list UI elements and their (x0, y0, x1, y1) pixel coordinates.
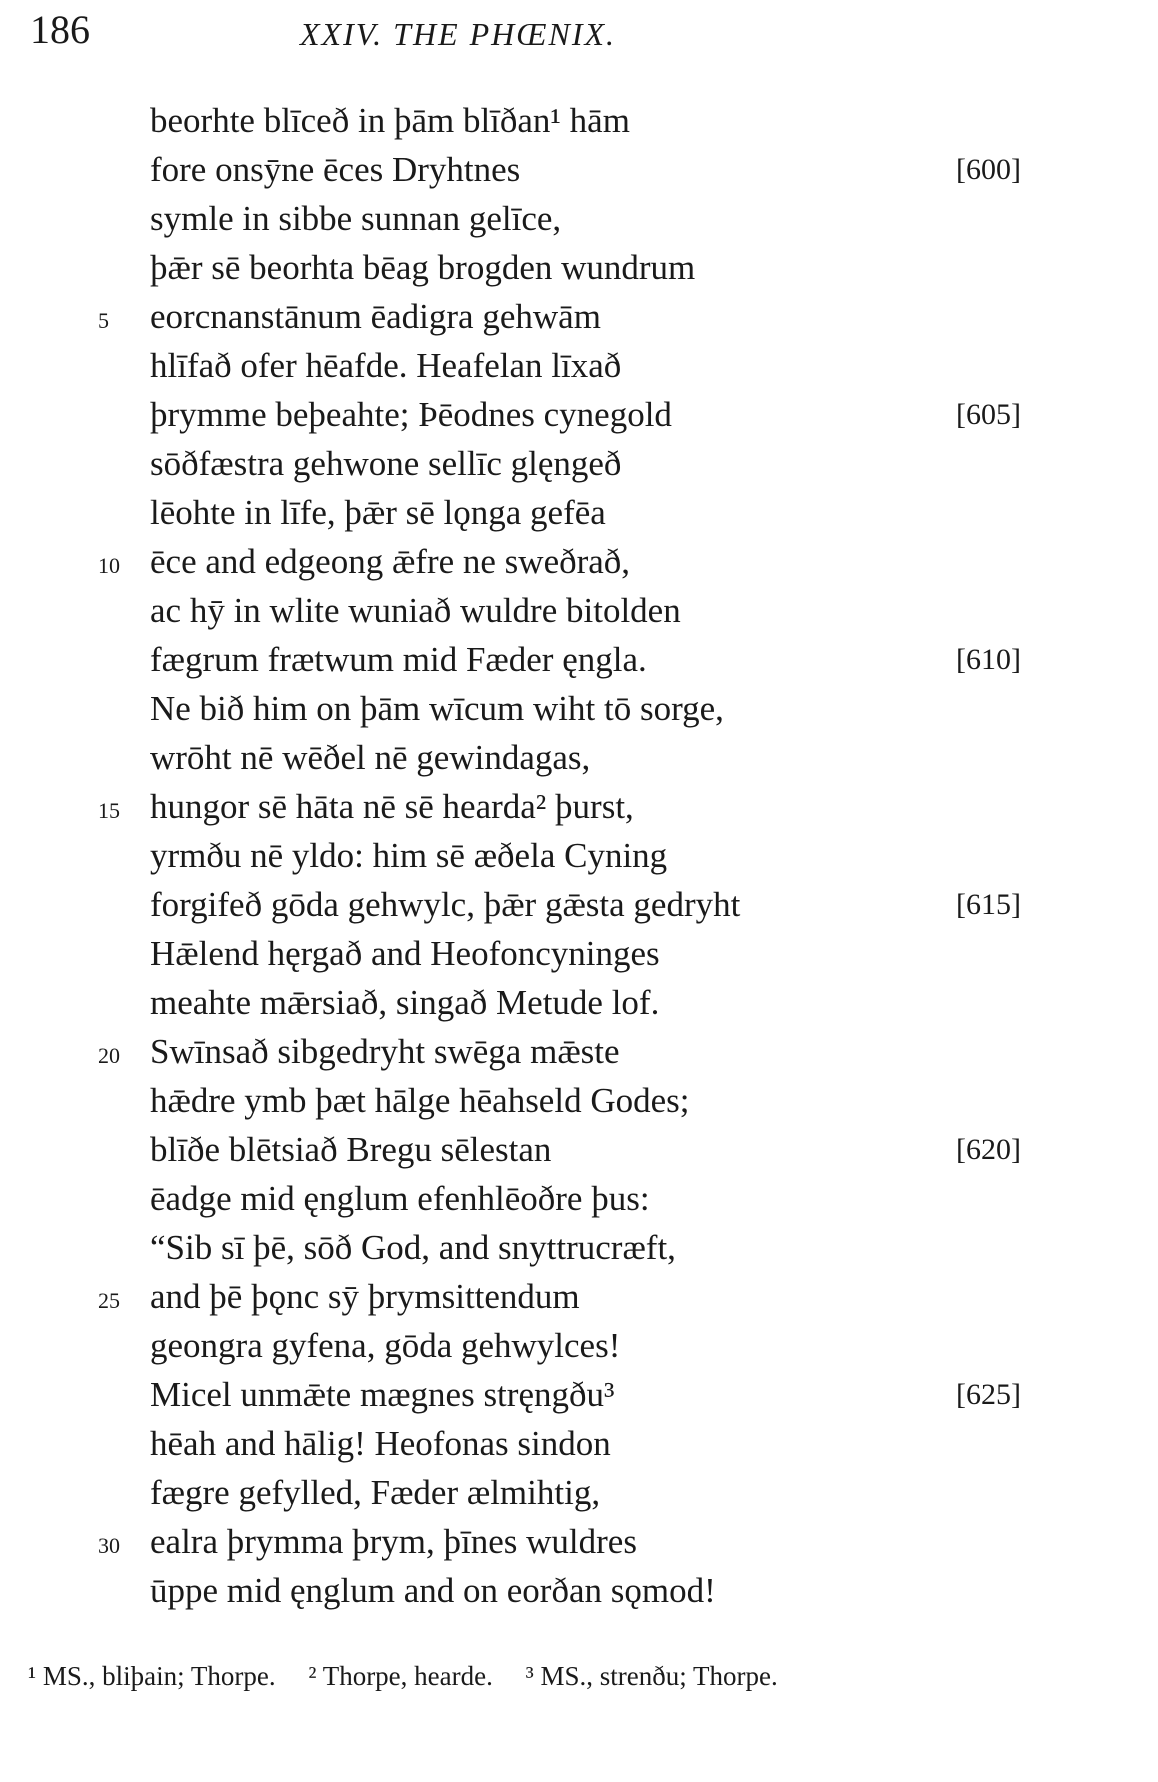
poem-line (0, 1566, 1158, 1615)
verse-text: wrōht nē wēðel nē gewindagas, (150, 738, 591, 777)
verse-text: Hǣlend hęrgað and Heofoncyninges (150, 934, 660, 973)
poem-line (0, 194, 1158, 243)
poem-line (0, 880, 1158, 929)
poem-line (0, 733, 1158, 782)
verse-text: geongra gyfena, gōda gehwylces! (150, 1326, 621, 1365)
verse-text: ēadge mid ęnglum efenhlēoðre þus: (150, 1179, 650, 1218)
poem-line (0, 1027, 1158, 1076)
verse-text: ac hȳ in wlite wuniað wuldre bitolden (150, 591, 681, 630)
verse-text: symle in sibbe sunnan gelīce, (150, 199, 562, 238)
poem-line (0, 1517, 1158, 1566)
poem-line (0, 96, 1158, 145)
verse-text: fore onsȳne ēces Dryhtnes (150, 150, 521, 189)
verse-text: and þē þǫnc sȳ þrymsittendum (150, 1277, 580, 1316)
verse-text: Micel unmǣte mægnes stręngðu³ (150, 1375, 615, 1414)
verse-text: forgifeð gōda gehwylc, þǣr gǣsta gedryht (150, 885, 741, 924)
verse-text: fægrum frætwum mid Fæder ęngla. (150, 640, 647, 679)
verse-text: yrmðu nē yldo: him sē æðela Cyning (150, 836, 668, 875)
verse-text: beorhte blīceð in þām blīðan¹ hām (150, 101, 630, 140)
footnotes (28, 1656, 804, 1696)
poem-line (0, 488, 1158, 537)
poem-line (0, 1419, 1158, 1468)
poem-line (0, 1321, 1158, 1370)
verse-text: blīðe blētsiað Bregu sēlestan (150, 1130, 552, 1169)
verse-text: ealra þrymma þrym, þīnes wuldres (150, 1522, 637, 1561)
verse-text: hlīfað ofer hēafde. Heafelan līxað (150, 346, 622, 385)
line-number: 30 (98, 1533, 120, 1558)
line-number: 10 (98, 553, 120, 578)
line-number: 5 (98, 308, 109, 333)
poem-line (0, 1174, 1158, 1223)
poem-line (0, 1272, 1158, 1321)
verse-text: Swīnsað sibgedryht swēga mǣste (150, 1032, 620, 1071)
footnote-1: ¹ MS., bliþain; Thorpe. (28, 1661, 276, 1691)
verse-text: fægre gefylled, Fæder ælmihtig, (150, 1473, 601, 1512)
poem-line (0, 635, 1158, 684)
verse-text: Ne bið him on þām wīcum wiht tō sorge, (150, 689, 724, 728)
manuscript-line-ref: [600] (956, 153, 1021, 186)
verse-text: þǣr sē beorhta bēag brogden wundrum (150, 248, 696, 287)
poem-line (0, 1125, 1158, 1174)
manuscript-line-ref: [620] (956, 1133, 1021, 1166)
poem-line (0, 929, 1158, 978)
poem-line (0, 978, 1158, 1027)
verse-text: meahte mǣrsiað, singað Metude lof. (150, 983, 660, 1022)
line-number: 15 (98, 798, 120, 823)
footnote-3: ³ MS., strenðu; Thorpe. (525, 1661, 778, 1691)
poem-line (0, 439, 1158, 488)
manuscript-line-ref: [615] (956, 888, 1021, 921)
poem-line (0, 586, 1158, 635)
line-number: 25 (98, 1288, 120, 1313)
poem-text (0, 96, 1158, 1615)
verse-text: ūppe mid ęnglum and on eorðan sǫmod! (150, 1571, 716, 1610)
verse-text: eorcnanstānum ēadigra gehwām (150, 297, 601, 336)
running-head: XXIV. THE PHŒNIX. (300, 16, 617, 52)
poem-line (0, 1370, 1158, 1419)
poem-line (0, 145, 1158, 194)
verse-text: lēohte in līfe, þǣr sē lǫnga gefēa (150, 493, 606, 532)
poem-line (0, 1468, 1158, 1517)
poem-line (0, 292, 1158, 341)
manuscript-line-ref: [605] (956, 398, 1021, 431)
verse-text: hǣdre ymb þæt hālge hēahseld Godes; (150, 1081, 690, 1120)
poem-line (0, 390, 1158, 439)
poem-line (0, 1076, 1158, 1125)
page-number: 186 (30, 7, 90, 52)
verse-text: ēce and edgeong ǣfre ne sweðrað, (150, 542, 631, 581)
poem-line (0, 341, 1158, 390)
poem-line (0, 1223, 1158, 1272)
verse-text: sōðfæstra gehwone sellīc glęngeð (150, 444, 622, 483)
poem-line (0, 537, 1158, 586)
manuscript-line-ref: [610] (956, 643, 1021, 676)
manuscript-line-ref: [625] (956, 1378, 1021, 1411)
verse-text: hungor sē hāta nē sē hearda² þurst, (150, 787, 634, 826)
verse-text: “Sib sī þē, sōð God, and snyttrucræft, (150, 1228, 676, 1267)
verse-text: hēah and hālig! Heofonas sindon (150, 1424, 611, 1463)
poem-line (0, 243, 1158, 292)
verse-text: þrymme beþeahte; Þēodnes cynegold (150, 395, 672, 434)
footnote-2: ² Thorpe, hearde. (308, 1661, 493, 1691)
poem-line (0, 782, 1158, 831)
line-number: 20 (98, 1043, 120, 1068)
poem-line (0, 684, 1158, 733)
poem-line (0, 831, 1158, 880)
